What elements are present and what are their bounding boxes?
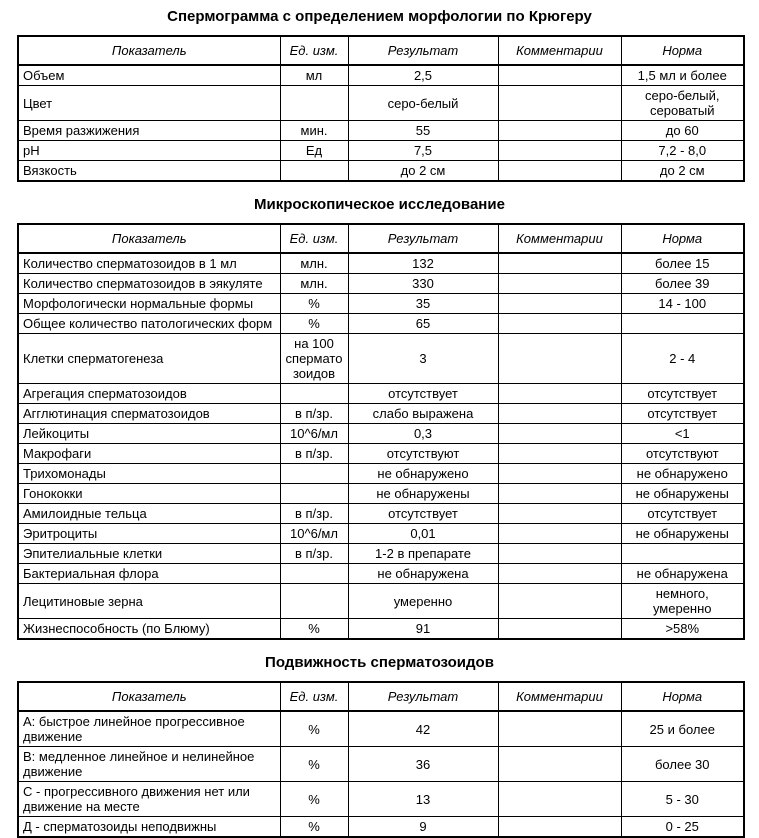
cell-norm: 0 - 25 [621, 817, 744, 838]
column-header-comments: Комментарии [498, 224, 621, 253]
cell-parameter: Жизнеспособность (по Блюму) [18, 619, 280, 640]
cell-result: слабо выражена [348, 404, 498, 424]
cell-unit: в п/зр. [280, 444, 348, 464]
cell-result: 36 [348, 747, 498, 782]
cell-unit: % [280, 314, 348, 334]
cell-unit: % [280, 782, 348, 817]
cell-result: не обнаружена [348, 564, 498, 584]
kruger-morphology-table [17, 35, 745, 182]
cell-comment [498, 314, 621, 334]
cell-norm: более 30 [621, 747, 744, 782]
cell-comment [498, 711, 621, 747]
cell-comment [498, 141, 621, 161]
table-row [18, 564, 744, 584]
cell-comment [498, 404, 621, 424]
cell-result: 91 [348, 619, 498, 640]
cell-comment [498, 619, 621, 640]
cell-result: 55 [348, 121, 498, 141]
cell-parameter: Лейкоциты [18, 424, 280, 444]
cell-comment [498, 564, 621, 584]
table-header-row [18, 682, 744, 711]
microscopic-table [17, 223, 745, 640]
cell-unit: % [280, 294, 348, 314]
cell-norm: до 60 [621, 121, 744, 141]
cell-result: 330 [348, 274, 498, 294]
column-header-comments: Комментарии [498, 682, 621, 711]
cell-result: 7,5 [348, 141, 498, 161]
cell-unit: в п/зр. [280, 544, 348, 564]
section-motility [0, 654, 759, 838]
section-title: Спермограмма с определением морфологии по Крюгеру [167, 8, 592, 25]
table-row [18, 619, 744, 640]
cell-result: 9 [348, 817, 498, 838]
cell-comment [498, 161, 621, 182]
table-row [18, 711, 744, 747]
motility-table [17, 681, 745, 838]
cell-norm: не обнаружены [621, 524, 744, 544]
table-row [18, 424, 744, 444]
cell-norm: более 15 [621, 253, 744, 274]
cell-parameter: Общее количество патологических форм [18, 314, 280, 334]
cell-norm: отсутствует [621, 384, 744, 404]
cell-unit: мин. [280, 121, 348, 141]
cell-norm: 2 - 4 [621, 334, 744, 384]
cell-unit: % [280, 747, 348, 782]
cell-result: отсутствует [348, 384, 498, 404]
cell-parameter: Количество сперматозоидов в эякуляте [18, 274, 280, 294]
cell-result: 13 [348, 782, 498, 817]
column-header-parameter: Показатель [18, 682, 280, 711]
cell-norm: 14 - 100 [621, 294, 744, 314]
column-header-result: Результат [348, 224, 498, 253]
column-header-unit: Ед. изм. [280, 224, 348, 253]
cell-unit [280, 584, 348, 619]
cell-unit: в п/зр. [280, 504, 348, 524]
cell-unit [280, 484, 348, 504]
table-row [18, 584, 744, 619]
cell-unit: 10^6/мл [280, 424, 348, 444]
table-row [18, 524, 744, 544]
table-row [18, 274, 744, 294]
cell-result: отсутствует [348, 504, 498, 524]
cell-result: 0,01 [348, 524, 498, 544]
table-row [18, 314, 744, 334]
cell-unit [280, 384, 348, 404]
table-row [18, 334, 744, 384]
cell-norm: до 2 см [621, 161, 744, 182]
cell-norm: <1 [621, 424, 744, 444]
cell-comment [498, 65, 621, 86]
cell-comment [498, 384, 621, 404]
cell-comment [498, 817, 621, 838]
table-row [18, 161, 744, 182]
cell-parameter: Количество сперматозоидов в 1 мл [18, 253, 280, 274]
table-row [18, 404, 744, 424]
cell-unit [280, 564, 348, 584]
cell-norm: более 39 [621, 274, 744, 294]
cell-parameter: Вязкость [18, 161, 280, 182]
section-title: Микроскопическое исследование [254, 196, 505, 213]
cell-parameter: Гонококки [18, 484, 280, 504]
cell-norm: отсутствует [621, 404, 744, 424]
cell-parameter: рН [18, 141, 280, 161]
cell-parameter: Эритроциты [18, 524, 280, 544]
cell-comment [498, 782, 621, 817]
cell-parameter: Агрегация сперматозоидов [18, 384, 280, 404]
cell-norm [621, 544, 744, 564]
cell-comment [498, 504, 621, 524]
cell-comment [498, 253, 621, 274]
cell-unit: млн. [280, 274, 348, 294]
cell-norm: 7,2 - 8,0 [621, 141, 744, 161]
cell-norm: не обнаружена [621, 564, 744, 584]
table-row [18, 141, 744, 161]
table-header-row [18, 224, 744, 253]
cell-result: 65 [348, 314, 498, 334]
table-row [18, 504, 744, 524]
column-header-unit: Ед. изм. [280, 682, 348, 711]
cell-comment [498, 584, 621, 619]
cell-norm: 1,5 мл и более [621, 65, 744, 86]
cell-comment [498, 121, 621, 141]
cell-norm: не обнаружено [621, 464, 744, 484]
cell-result: 0,3 [348, 424, 498, 444]
cell-comment [498, 86, 621, 121]
column-header-unit: Ед. изм. [280, 36, 348, 65]
cell-parameter: Эпителиальные клетки [18, 544, 280, 564]
cell-result: 2,5 [348, 65, 498, 86]
cell-comment [498, 464, 621, 484]
table-row [18, 544, 744, 564]
cell-result: 1-2 в препарате [348, 544, 498, 564]
cell-comment [498, 484, 621, 504]
cell-result: отсутствуют [348, 444, 498, 464]
cell-result: серо-белый [348, 86, 498, 121]
cell-unit [280, 464, 348, 484]
table-row [18, 464, 744, 484]
cell-comment [498, 444, 621, 464]
table-row [18, 444, 744, 464]
table-header-row [18, 36, 744, 65]
cell-norm: >58% [621, 619, 744, 640]
cell-result: умеренно [348, 584, 498, 619]
column-header-parameter: Показатель [18, 36, 280, 65]
table-row [18, 121, 744, 141]
table-row [18, 65, 744, 86]
cell-parameter: Макрофаги [18, 444, 280, 464]
cell-parameter: С - прогрессивного движения нет или движение на месте [18, 782, 280, 817]
cell-norm: отсутствует [621, 504, 744, 524]
cell-norm: 25 и более [621, 711, 744, 747]
cell-unit: % [280, 711, 348, 747]
column-header-norm: Норма [621, 682, 744, 711]
cell-unit: % [280, 619, 348, 640]
cell-comment [498, 544, 621, 564]
cell-result: до 2 см [348, 161, 498, 182]
cell-unit [280, 86, 348, 121]
cell-result: не обнаружено [348, 464, 498, 484]
cell-comment [498, 334, 621, 384]
section-kruger-morphology [0, 8, 759, 182]
cell-unit: Ед [280, 141, 348, 161]
cell-comment [498, 294, 621, 314]
cell-parameter: Трихомонады [18, 464, 280, 484]
cell-parameter: Время разжижения [18, 121, 280, 141]
cell-norm: не обнаружены [621, 484, 744, 504]
table-row [18, 817, 744, 838]
cell-unit: на 100 сперматозоидов [280, 334, 348, 384]
section-microscopic [0, 196, 759, 640]
table-row [18, 294, 744, 314]
cell-norm: серо-белый, сероватый [621, 86, 744, 121]
cell-unit [280, 161, 348, 182]
cell-result: 35 [348, 294, 498, 314]
cell-parameter: Объем [18, 65, 280, 86]
table-row [18, 253, 744, 274]
cell-unit: мл [280, 65, 348, 86]
table-row [18, 86, 744, 121]
cell-comment [498, 747, 621, 782]
column-header-parameter: Показатель [18, 224, 280, 253]
cell-parameter: А: быстрое линейное прогрессивное движение [18, 711, 280, 747]
column-header-comments: Комментарии [498, 36, 621, 65]
table-row [18, 747, 744, 782]
cell-parameter: Агглютинация сперматозоидов [18, 404, 280, 424]
column-header-norm: Норма [621, 36, 744, 65]
cell-result: не обнаружены [348, 484, 498, 504]
section-title: Подвижность сперматозоидов [265, 654, 494, 671]
cell-comment [498, 524, 621, 544]
cell-norm [621, 314, 744, 334]
cell-comment [498, 424, 621, 444]
cell-unit: 10^6/мл [280, 524, 348, 544]
cell-norm: отсутствуют [621, 444, 744, 464]
cell-parameter: Бактериальная флора [18, 564, 280, 584]
cell-result: 3 [348, 334, 498, 384]
column-header-result: Результат [348, 682, 498, 711]
table-row [18, 384, 744, 404]
column-header-result: Результат [348, 36, 498, 65]
cell-norm: 5 - 30 [621, 782, 744, 817]
table-row [18, 484, 744, 504]
cell-unit: в п/зр. [280, 404, 348, 424]
cell-parameter: Цвет [18, 86, 280, 121]
cell-unit: % [280, 817, 348, 838]
cell-norm: немного, умеренно [621, 584, 744, 619]
cell-parameter: Клетки сперматогенеза [18, 334, 280, 384]
column-header-norm: Норма [621, 224, 744, 253]
cell-parameter: В: медленное линейное и нелинейное движение [18, 747, 280, 782]
table-row [18, 782, 744, 817]
cell-parameter: Д - сперматозоиды неподвижны [18, 817, 280, 838]
cell-result: 42 [348, 711, 498, 747]
cell-unit: млн. [280, 253, 348, 274]
cell-parameter: Лецитиновые зерна [18, 584, 280, 619]
cell-parameter: Амилоидные тельца [18, 504, 280, 524]
cell-parameter: Морфологически нормальные формы [18, 294, 280, 314]
cell-result: 132 [348, 253, 498, 274]
cell-comment [498, 274, 621, 294]
